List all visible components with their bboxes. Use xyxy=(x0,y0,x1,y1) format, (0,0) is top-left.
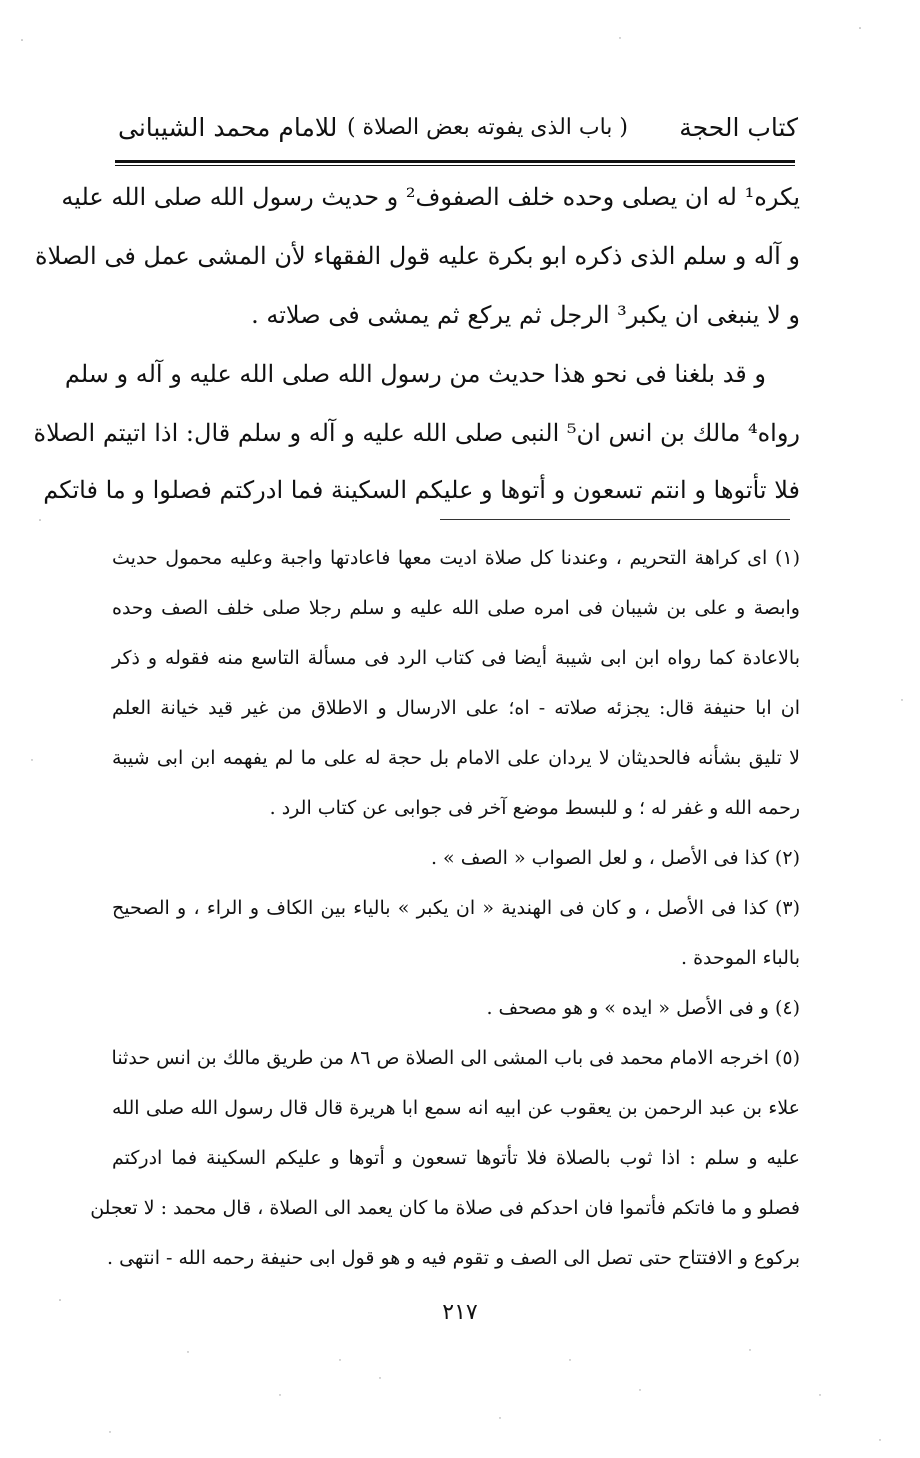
text-line: و آله و سلم الذى ذكره ابو بكرة عليه قول الفقهاء لأن المشى عمل فى الصلاة xyxy=(35,242,800,270)
text-line: و لا ينبغى ان يكبر³ الرجل ثم يركع ثم يمشى فى صلاته . xyxy=(251,301,800,329)
footnote-line: (٢) كذا فى الأصل ، و لعل الصواب « الصف » . xyxy=(430,847,800,869)
footnote-line: فصلو و ما فاتكم فأتموا فان احدكم فى صلاة ما كان يعمد الى الصلاة ، قال محمد : لا تعجلن xyxy=(90,1197,800,1219)
header-rule-thin xyxy=(115,165,795,166)
footnote-line: (٤) و فى الأصل « ايده » و هو مصحف . xyxy=(486,997,800,1019)
page-number: ٢١٧ xyxy=(442,1300,478,1325)
footnote-line: ان ابا حنيفة قال: يجزئه صلاته - اه؛ على الارسال و الاطلاق من غير قيد خيانة العلم xyxy=(112,697,800,719)
text-line: فلا تأتوها و انتم تسعون و أتوها و عليكم السكينة فما ادركتم فصلوا و ما فاتكم xyxy=(43,476,800,504)
footnote-line: علاء بن عبد الرحمن بن يعقوب عن ابيه انه سمع ابا هريرة قال قال رسول الله صلى الله xyxy=(112,1097,800,1119)
footnote-separator xyxy=(440,519,790,520)
header-rule xyxy=(115,160,795,163)
book-title: كتاب الحجة xyxy=(679,113,798,142)
text-line: يكره¹ له ان يصلى وحده خلف الصفوف² و حديث رسول الله صلى الله عليه xyxy=(61,183,800,211)
footnote-line: (٥) اخرجه الامام محمد فى باب المشى الى الصلاة ص ٨٦ من طريق مالك بن انس حدثنا xyxy=(111,1047,800,1069)
footnote-line: بالباء الموحدة . xyxy=(681,947,800,969)
chapter-title: ( باب الذى يفوته بعض الصلاة ) xyxy=(346,115,628,140)
text-line: رواه⁴ مالك بن انس ان⁵ النبى صلى الله عليه و آله و سلم قال: اذا اتيتم الصلاة xyxy=(33,419,800,447)
footnote-line: بالاعادة كما رواه ابن ابى شيبة أيضا فى كتاب الرد فى مسألة التاسع منه فقوله و ذكر xyxy=(112,647,800,669)
footnote-line: رحمه الله و غفر له ؛ و للبسط موضع آخر فى جوابى عن كتاب الرد . xyxy=(269,797,800,819)
footnote-line: بركوع و الافتتاح حتى تصل الى الصف و تقوم فيه و هو قول ابى حنيفة رحمه الله - انتهى . xyxy=(107,1247,800,1269)
footnote-line: (١) اى كراهة التحريم ، وعندنا كل صلاة اديت معها فاعادتها واجبة وعليه محمول حديث xyxy=(112,547,800,569)
footnote-line: لا تليق بشأنه فالحديثان لا يردان على الامام بل حجة له على ما لم يفهمه ابن ابى شيبة xyxy=(112,747,800,769)
text-line: و قد بلغنا فى نحو هذا حديث من رسول الله صلى الله عليه و آله و سلم xyxy=(64,360,766,388)
footnote-line: وابصة و على بن شيبان فى امره صلى الله عليه و سلم رجلا صلى خلف الصف وحده xyxy=(112,597,800,619)
footnote-line: عليه و سلم : اذا ثوب بالصلاة فلا تأتوها تسعون و أتوها و عليكم السكينة فما ادركتم xyxy=(112,1147,800,1169)
footnote-line: (٣) كذا فى الأصل ، و كان فى الهندية « ان يكبر » بالياء بين الكاف و الراء ، و الصحيح xyxy=(112,897,800,919)
running-header xyxy=(118,104,798,152)
author-name: للامام محمد الشيبانى xyxy=(118,113,338,142)
